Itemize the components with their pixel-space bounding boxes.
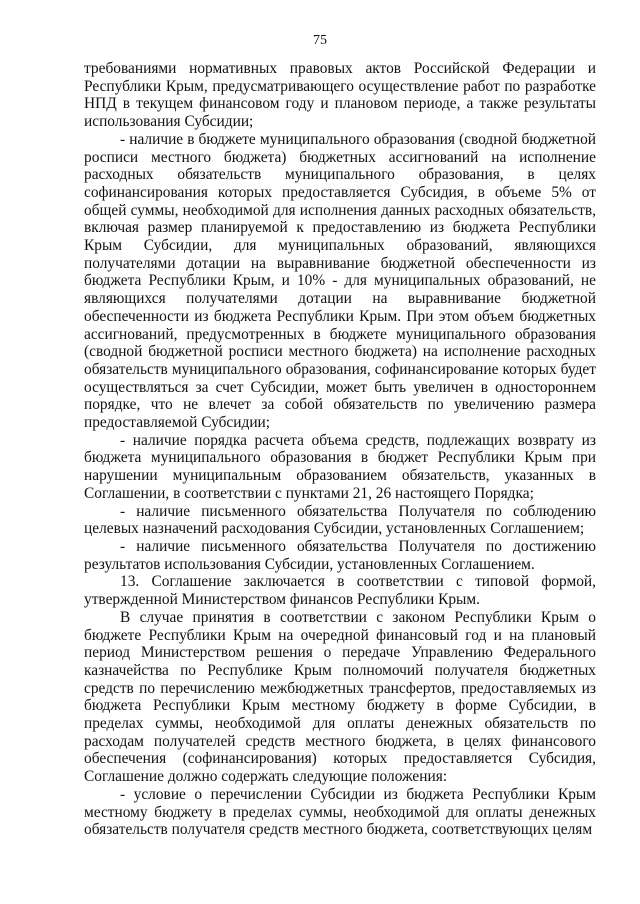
paragraph-target-obligation: - наличие письменного обязательства Получателя по соблюдению целевых назначений расходования Субсидии, установленных Соглашением; (84, 502, 596, 538)
paragraph-treasury-powers: В случае принятия в соответствии с законом Республики Крым о бюджете Республики Крым на очередной финансовый год и на плановый период Министерством решения о передаче Управлению Федерального казначейства по Республике Крым полномочий получателя бюджетных средств по перечислению межбюджетных трансфертов, предоставляемых из бюджета Республики Крым местному бюджету в форме Субсидии, в пределах суммы, необходимой для оплаты денежных обязательств по расходам получателей средств местного бюджета, в целях финансового обеспечения (софинансирования) которых предоставляется Субсидия, Соглашение должно содержать следующие положения: (84, 608, 596, 786)
paragraph-agreement-form: 13. Соглашение заключается в соответствии с типовой формой, утвержденной Министерством финансов Республики Крым. (84, 573, 596, 609)
paragraph-refund-procedure: - наличие порядка расчета объема средств, подлежащих возврату из бюджета муниципального образования в бюджет Республики Крым при нарушении муниципальным образованием обязательств, указанных в Соглашении, в соответствии с пунктами 21, 26 настоящего Порядка; (84, 431, 596, 502)
paragraph-continuation: требованиями нормативных правовых актов Российской Федерации и Республики Крым, предусматривающего осуществление работ по разработке НПД в текущем финансовом году и плановом периоде, а также результаты использования Субсидии; (84, 60, 596, 131)
paragraph-results-obligation: - наличие письменного обязательства Получателя по достижению результатов использования Субсидии, установленных Соглашением. (84, 537, 596, 573)
paragraph-transfer-condition: - условие о перечислении Субсидии из бюджета Республики Крым местному бюджету в пределах суммы, необходимой для оплаты денежных обязательств получателя средств местного бюджета, соответствующих целям (84, 785, 596, 839)
page-number: 75 (313, 33, 327, 48)
document-body (84, 60, 596, 839)
paragraph-budget-allocations: - наличие в бюджете муниципального образования (сводной бюджетной росписи местного бюджета) бюджетных ассигнований на исполнение расходных обязательств муниципального образования, в целях софинансирования которых предоставляется Субсидия, в объеме 5% от общей суммы, необходимой для исполнения данных расходных обязательств, включая размер планируемой к предоставлению из бюджета Республики Крым Субсидии, для муниципальных образований, являющихся получателями дотации на выравнивание бюджетной обеспеченности из бюджета Республики Крым, и 10% - для муниципальных образований, не являющихся получателями дотации на выравнивание бюджетной обеспеченности из бюджета Республики Крым. При этом объем бюджетных ассигнований, предусмотренных в бюджете муниципального образования (сводной бюджетной росписи местного бюджета) на исполнение расходных обязательств муниципального образования, софинансирование которых будет осуществляться за счет Субсидии, может быть увеличен в одностороннем порядке, что не влечет за собой обязательств по увеличению размера предоставляемой Субсидии; (84, 130, 596, 432)
